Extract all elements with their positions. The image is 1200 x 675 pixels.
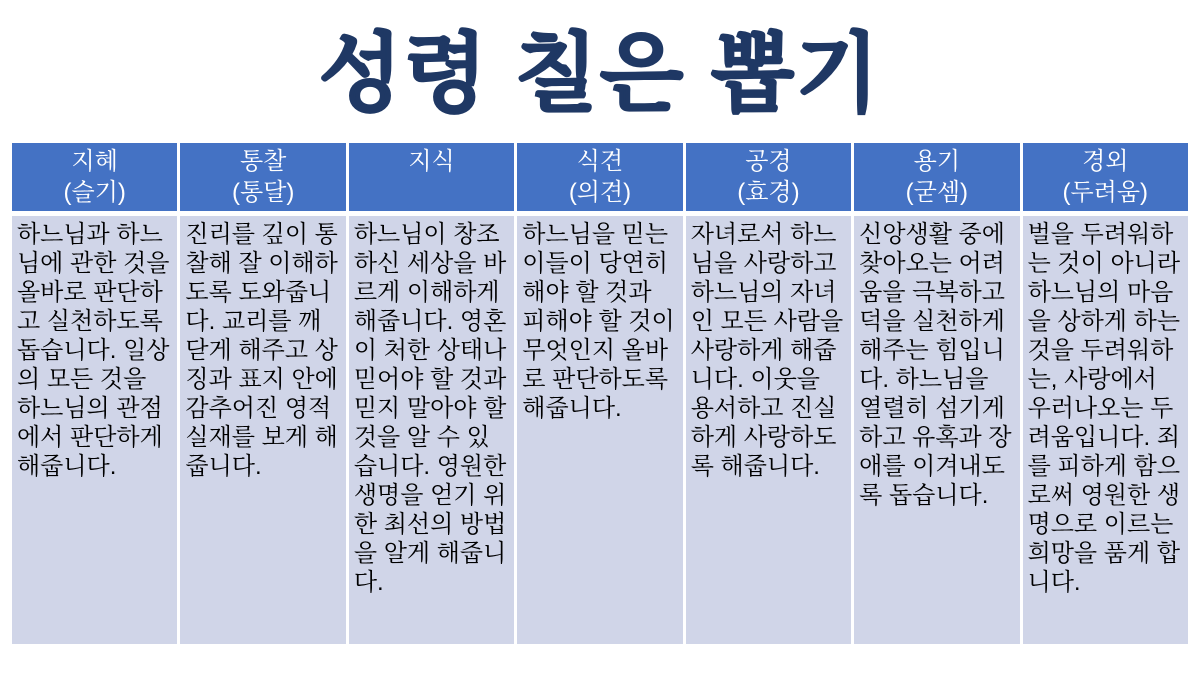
header-fear-of-the-lord-subtitle: (두려움) xyxy=(1062,179,1149,206)
page-title: 성령 칠은 뽑기 xyxy=(318,26,882,122)
header-understanding xyxy=(180,143,345,211)
cell-fear-of-the-lord-description: 벌을 두려워하는 것이 아니라 하느님의 마음을 상하게 하는것을 두려워하는, 사랑에서 우러나오는 두려움입니다. 죄를 피하게 함으로써 영원한 생명으로 이르는 희망을 품게 합니다. xyxy=(1023,216,1188,644)
header-counsel-title: 식견 xyxy=(576,148,624,175)
gifts-table xyxy=(12,143,1188,644)
header-fear-of-the-lord-title: 경외 xyxy=(1082,148,1129,175)
header-wisdom-subtitle: (슬기) xyxy=(63,179,126,206)
header-counsel-subtitle: (의견) xyxy=(568,179,632,206)
cell-understanding-description: 진리를 깊이 통찰해 잘 이해하도록 도와줍니다. 교리를 깨닫게 해주고 상징과 표지 안에 감추어진 영적 실재를 보게 해줍니다. xyxy=(180,216,345,644)
header-knowledge-title: 지식 xyxy=(408,148,455,175)
header-piety-title: 공경 xyxy=(745,148,792,175)
header-fear-of-the-lord xyxy=(1023,143,1188,211)
cell-knowledge-description: 하느님이 창조하신 세상을 바르게 이해하게 해줍니다. 영혼이 처한 상태나 믿어야 할 것과 믿지 말아야 할 것을 알 수 있습니다. 영원한 생명을 얻기 위한 최선의 방법을 알게 해줍니다. xyxy=(349,216,514,644)
header-fortitude xyxy=(854,143,1019,211)
header-understanding-title: 통찰 xyxy=(239,148,287,175)
cell-wisdom-description: 하느님과 하느님에 관한 것을 올바로 판단하고 실천하도록 돕습니다. 일상의 모든 것을 하느님의 관점에서 판단하게 해줍니다. xyxy=(12,216,177,644)
header-wisdom xyxy=(12,143,177,211)
header-piety xyxy=(686,143,851,211)
header-piety-subtitle: (효경) xyxy=(737,179,800,206)
cell-piety-description: 자녀로서 하느님을 사랑하고 하느님의 자녀인 모든 사람을 사랑하게 해줍니다. 이웃을 용서하고 진실하게 사랑하도록 해줍니다. xyxy=(686,216,851,644)
cell-counsel-description: 하느님을 믿는 이들이 당연히 해야 할 것과 피해야 할 것이 무엇인지 올바로 판단하도록 해줍니다. xyxy=(517,216,682,644)
header-counsel xyxy=(517,143,682,211)
header-fortitude-subtitle: (굳셈) xyxy=(905,179,969,206)
cell-fortitude-description: 신앙생활 중에 찾아오는 어려움을 극복하고 덕을 실천하게 해주는 힘입니다. 하느님을 열렬히 섬기게 하고 유혹과 장애를 이겨내도록 돕습니다. xyxy=(854,216,1019,644)
header-understanding-subtitle: (통달) xyxy=(231,179,295,206)
header-knowledge xyxy=(349,143,514,211)
header-knowledge-subtitle xyxy=(349,177,514,208)
header-fortitude-title: 용기 xyxy=(913,148,961,175)
header-wisdom-title: 지혜 xyxy=(71,148,118,175)
